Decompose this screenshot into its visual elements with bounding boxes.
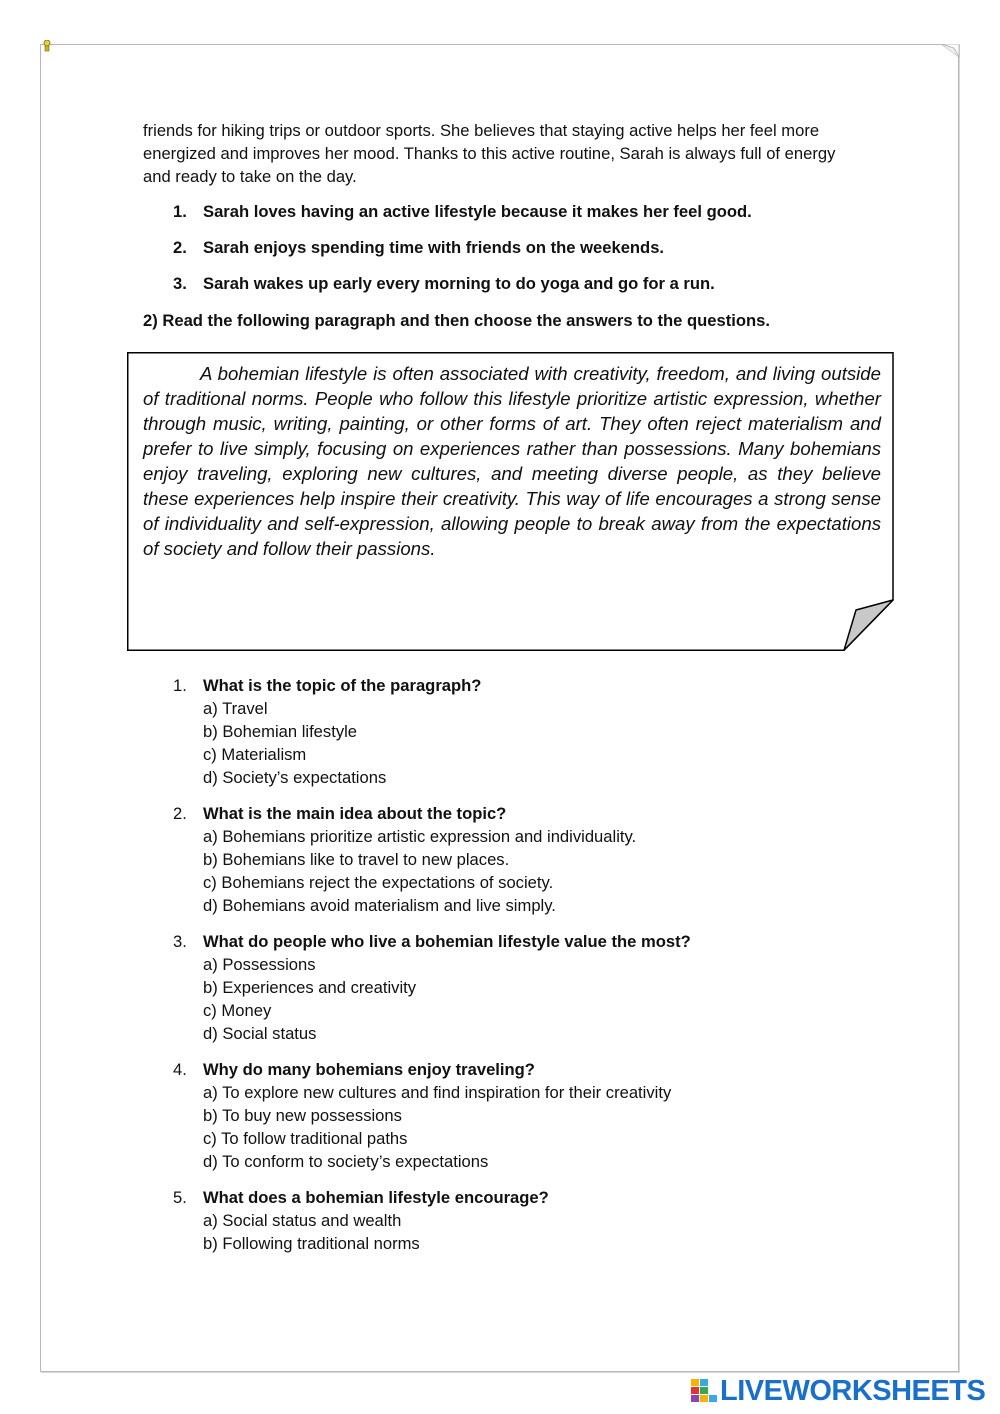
question-item xyxy=(173,930,893,1045)
pin-icon xyxy=(43,40,51,52)
answer-option[interactable]: d) Social status xyxy=(203,1024,317,1043)
statement-item xyxy=(173,273,893,309)
question-number: 3. xyxy=(173,932,187,951)
answer-option[interactable]: a) Social status and wealth xyxy=(203,1211,402,1230)
question-text: What is the main idea about the topic? xyxy=(203,804,507,823)
passage-text: A bohemian lifestyle is often associated with creativity, freedom, and living outside of traditional norms. People who follow this lifestyle prioritize artistic expression, whether through music, writing, painting, or other forms of art. They often reject materialism and prefer to live simply, focusing on experiences rather than possessions. Many bohemians enjoy traveling, exploring new cultures, and meeting diverse people, as they believe these experiences help inspire their creativity. This way of life encourages a strong sense of individuality and self-expression, allowing people to break away from the expectations of society and follow their passions. xyxy=(143,363,881,559)
answer-option[interactable]: b) Experiences and creativity xyxy=(203,978,417,997)
answer-option[interactable]: a) Travel xyxy=(203,699,268,718)
answer-option[interactable]: d) Society’s expectations xyxy=(203,768,387,787)
question-number: 5. xyxy=(173,1188,187,1207)
statement-number: 1. xyxy=(173,202,187,221)
question-item xyxy=(173,1058,893,1173)
liveworksheets-logo xyxy=(690,1375,985,1407)
answer-option[interactable]: c) To follow traditional paths xyxy=(203,1129,408,1148)
answer-option[interactable]: b) Bohemian lifestyle xyxy=(203,722,358,741)
statement-list xyxy=(173,201,893,309)
question-number: 1. xyxy=(173,676,187,695)
question-number: 2. xyxy=(173,804,187,823)
question-item xyxy=(173,802,893,917)
option-list xyxy=(203,825,893,917)
answer-option[interactable]: c) Bohemians reject the expectations of society. xyxy=(203,873,554,892)
statement-text: Sarah enjoys spending time with friends on the weekends. xyxy=(203,238,665,257)
liveworksheets-logo-icon xyxy=(690,1377,718,1405)
question-text: What is the topic of the paragraph? xyxy=(203,676,482,695)
answer-option[interactable]: a) Possessions xyxy=(203,955,316,974)
question-text: What do people who live a bohemian lifestyle value the most? xyxy=(203,932,691,951)
page-corner-fold-icon xyxy=(940,44,960,58)
statement-text: Sarah loves having an active lifestyle because it makes her feel good. xyxy=(203,202,752,221)
option-list xyxy=(203,1209,893,1255)
statement-item xyxy=(173,237,893,273)
option-list xyxy=(203,1081,893,1173)
answer-option[interactable]: c) Money xyxy=(203,1001,272,1020)
question-text: What does a bohemian lifestyle encourage? xyxy=(203,1188,549,1207)
answer-option[interactable]: b) To buy new possessions xyxy=(203,1106,402,1125)
statement-item xyxy=(173,201,893,237)
option-list xyxy=(203,697,893,789)
answer-option[interactable]: d) To conform to society’s expectations xyxy=(203,1152,489,1171)
answer-option[interactable]: b) Bohemians like to travel to new places. xyxy=(203,850,510,869)
question-item xyxy=(173,674,893,789)
question-list xyxy=(173,674,893,1268)
option-list xyxy=(203,953,893,1045)
question-item xyxy=(173,1186,893,1255)
passage-box xyxy=(127,352,894,651)
answer-option[interactable]: a) To explore new cultures and find inspiration for their creativity xyxy=(203,1083,672,1102)
answer-option[interactable]: c) Materialism xyxy=(203,745,307,764)
statement-number: 3. xyxy=(173,274,187,293)
question-number: 4. xyxy=(173,1060,187,1079)
answer-option[interactable]: a) Bohemians prioritize artistic expression and individuality. xyxy=(203,827,637,846)
answer-option[interactable]: b) Following traditional norms xyxy=(203,1234,420,1253)
answer-option[interactable]: d) Bohemians avoid materialism and live simply. xyxy=(203,896,556,915)
question-text: Why do many bohemians enjoy traveling? xyxy=(203,1060,535,1079)
statement-number: 2. xyxy=(173,238,187,257)
liveworksheets-wordmark: LIVEWORKSHEETS xyxy=(720,1374,986,1407)
intro-paragraph: friends for hiking trips or outdoor sports. She believes that staying active helps her feel more energized and improves her mood. Thanks to this active routine, Sarah is always full of energy and ready to take on the day. xyxy=(143,121,836,186)
statement-text: Sarah wakes up early every morning to do yoga and go for a run. xyxy=(203,274,715,293)
section-heading: 2) Read the following paragraph and then choose the answers to the questions. xyxy=(143,311,770,330)
